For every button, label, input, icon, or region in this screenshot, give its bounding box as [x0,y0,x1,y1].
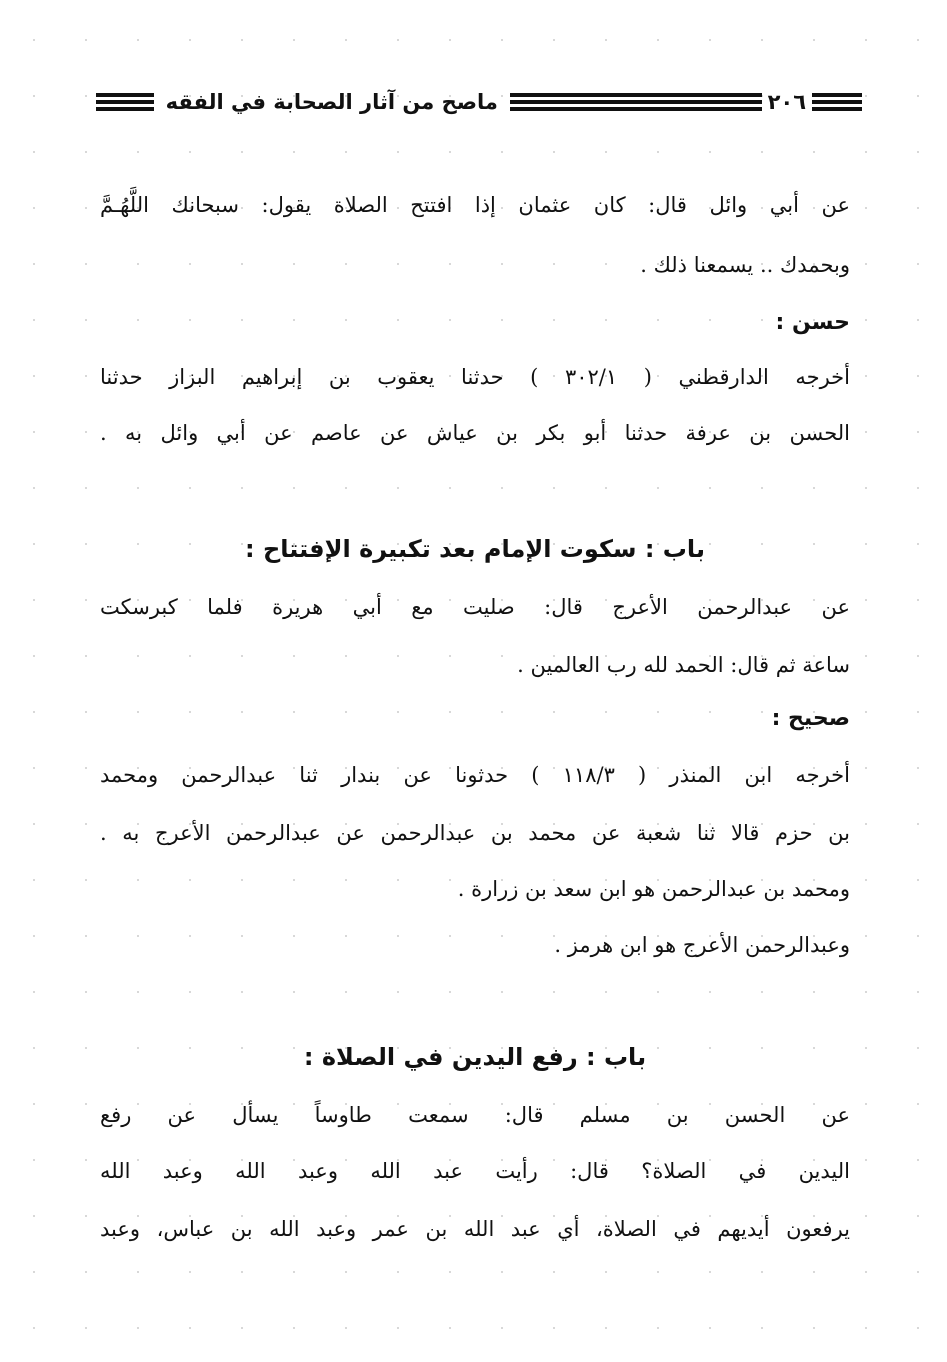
note-text-line: ومحمد بن عبدالرحمن هو ابن سعد بن زرارة . [457,877,850,901]
takhrij-text-line: بن حزم قالا ثنا شعبة عن محمد بن عبدالرحمن عن عبدالرحمن الأعرج به . [100,821,850,845]
chapter-heading: باب : سكوت الإمام بعد تكبيرة الإفتتاح : [245,535,705,563]
chapter-heading: باب : رفع اليدين في الصلاة : [303,1043,647,1071]
athar-text-line: اليدين في الصلاة؟ قال: رأيت عبد الله وعبد الله وعبد الله [100,1159,850,1183]
header-rule-middle [510,93,762,111]
note-text-line: وعبدالرحمن الأعرج هو ابن هرمز . [554,933,850,957]
athar-text-line: عن الحسن بن مسلم قال: سمعت طاوساً يسأل عن رفع [100,1103,850,1127]
grade-label: حسن : [775,310,850,335]
running-header [96,82,862,122]
takhrij-text-line: أخرجه ابن المنذر ( ١١٨/٣ ) حدثونا عن بندار ثنا عبدالرحمن ومحمد [100,763,850,787]
grade-label: صحيح : [771,706,850,731]
athar-text-line: ساعة ثم قال: الحمد لله رب العالمين . [517,653,850,677]
athar-text-line: عن أبي وائل قال: كان عثمان إذا افتتح الصلاة يقول: سبحانك اللَّهُـمَّ [100,193,850,217]
takhrij-text-line: أخرجه الدارقطني ( ٣٠٢/١ ) حدثنا يعقوب بن إبراهيم البزاز حدثنا [100,365,850,389]
book-title: ماصح من آثار الصحابة في الفقه [165,90,498,114]
header-rule-right [812,93,862,111]
athar-text-line: وبحمدك .. يسمعنا ذلك . [640,253,850,277]
takhrij-text-line: الحسن بن عرفة حدثنا أبو بكر بن عياش عن عاصم عن أبي وائل به . [100,421,850,445]
athar-text-line: عن عبدالرحمن الأعرج قال: صليت مع أبي هريرة فلما كبرسكت [100,595,850,619]
page-number: ٢٠٦ [767,90,807,114]
header-rule-left [96,93,154,111]
athar-text-line: يرفعون أيديهم في الصلاة، أي عبد الله بن عمر وعبد الله بن عباس، وعبد [100,1217,850,1241]
